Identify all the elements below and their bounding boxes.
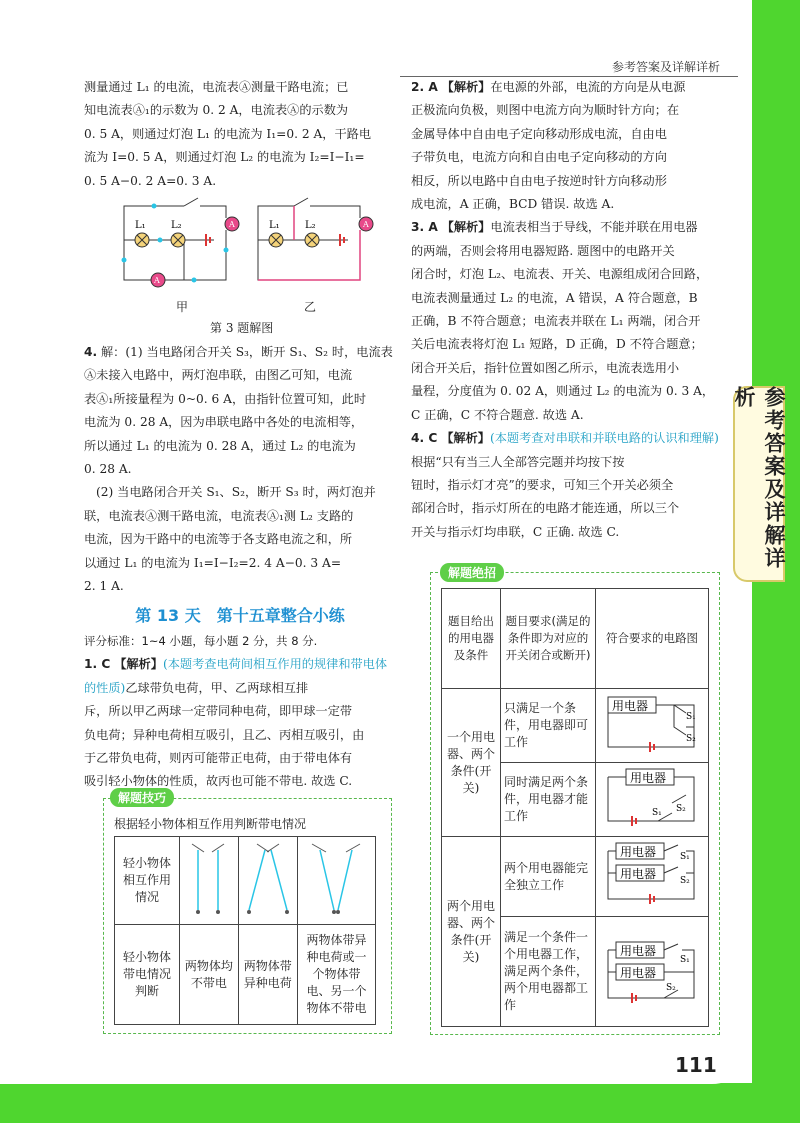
q4-line6: 0. 28 A. (84, 462, 132, 477)
q3-line5: 正确，B 不符合题意；电流表并联在 L₁ 两端，闭合开 (411, 314, 701, 329)
circuit-4 (596, 917, 709, 1027)
q3-line1 (411, 216, 726, 239)
q2-line3: 金属导体中自由电子定向移动形成电流，自由电 (411, 126, 667, 141)
svg-text:用电器: 用电器 (620, 867, 657, 881)
l-p1-line2: 知电流表Ⓐ₁的示数为 0. 2 A，电流表Ⓐ的示数为 (84, 103, 349, 118)
q1-line4: 于乙带负电荷，则丙可能带正电荷，由于带电体有 (84, 750, 353, 765)
q1-text-1: 乙球带负电荷，甲、乙两球相互排 (125, 680, 309, 695)
group-two-devices: 两个用电器、两个条件(开关) (442, 837, 501, 1027)
tip-pic-1 (180, 837, 239, 925)
fig-caption: 第 3 题解图 (210, 321, 274, 335)
svg-text:S₁: S₁ (680, 955, 690, 965)
circuit-table (441, 588, 709, 1027)
label-l1-jia: L₁ (135, 220, 146, 231)
q4-line4: 电流为 0. 28 A，因为串联电路中各处的电流相等， (84, 415, 364, 430)
q3-line2: 的两端，否则会将用电器短路. 题图中的电路开关 (411, 243, 675, 258)
th-device: 题目给出的用电器及条件 (442, 589, 501, 689)
r-q4-tag: 【解析】 (441, 431, 490, 446)
label-a-yi: A (363, 220, 369, 229)
q3-line6: 关后电流表将灯泡 L₁ 短路，D 正确，D 不符合题意； (411, 337, 703, 352)
svg-text:S₂: S₂ (666, 983, 676, 993)
q3-text-1: 电流表相当于导线，不能并联在用电器 (490, 220, 698, 235)
svg-text:S₁: S₁ (652, 808, 662, 818)
q3-number: 3. A (411, 220, 438, 235)
side-tab-label: 参考答案及详解详析 (732, 386, 786, 570)
req-1: 只满足一个条件，用电器即可工作 (501, 689, 596, 763)
svg-text:S₂: S₂ (686, 734, 696, 744)
fig-label-yi: 乙 (304, 300, 317, 314)
q2-line4: 子带负电，电流方向和自由电子定向移动的方向 (411, 150, 667, 165)
q2-line5: 相反，所以电路中自由电子按逆时针方向移动形 (411, 173, 667, 188)
svg-text:S₁: S₁ (680, 852, 690, 862)
q2-line1 (411, 76, 726, 99)
q2-tag: 【解析】 (441, 80, 491, 94)
q3-line3: 闭合时，灯泡 L₂、电流表、开关、电源组成闭合回路， (411, 267, 709, 282)
q4-line5: 所以通过 L₁ 的电流为 0. 28 A，通过 L₂ 的电流为 (84, 438, 356, 453)
r-q4-line4: 开关与指示灯均串联，C 正确. 故选 C. (411, 524, 620, 539)
req-2: 同时满足两个条件，用电器才能工作 (501, 763, 596, 837)
bottom-green-bar (0, 1083, 800, 1123)
tip-cell-r2c3: 两物体带异种电荷 (238, 925, 297, 1025)
page-number: 111 (675, 1053, 717, 1077)
q4-line2: Ⓐ未接入电路中，两灯泡串联，由图乙可知，电流 (84, 368, 353, 383)
r-q4-number: 4. C (411, 431, 438, 446)
l-p1-line4: 流为 I=0. 5 A，则通过灯泡 L₂ 的电流为 I₂=I−I₁= (84, 150, 365, 165)
side-tab[interactable] (733, 386, 785, 582)
group-one-device: 一个用电器、两个条件(开关) (442, 689, 501, 837)
q2-number: 2. A (411, 80, 438, 94)
q1-line2: 斥，所以甲乙两球一定带同种电荷，即甲球一定带 (84, 704, 353, 719)
r-q4-line1 (411, 427, 726, 474)
l-p1-line1: 测量通过 L₁ 的电流，电流表Ⓐ测量干路电流；已 (84, 80, 349, 94)
q1-line1 (84, 653, 396, 700)
label-l2-jia: L₂ (171, 220, 182, 231)
r-q4-text-1: 根据“只有当三人全部答完题并均按下按 (411, 454, 625, 469)
q3-tag: 【解析】 (441, 220, 491, 235)
q3-line9: C 正确，C 不符合题意. 故选 A. (411, 407, 584, 422)
r-q4-line2: 钮时，指示灯才亮”的要求，可知三个开关必须全 (411, 477, 674, 492)
q1-line5: 吸引轻小物体的性质，故丙也可能不带电. 故选 C. (84, 774, 353, 789)
q1-number: 1. C (84, 657, 111, 672)
r-q4-note: (本题考查对串联和并联电路的认识和理解) (489, 431, 719, 446)
left-column (84, 76, 396, 193)
q3-line8: 量程，分度值为 0. 02 A，则通过 L₂ 的电流为 0. 3 A， (411, 384, 715, 399)
q2-text-1: 在电源的外部，电流的方向是从电源 (490, 80, 686, 94)
q3-line7: 闭合开关后，指针位置如图乙所示，电流表选用小 (411, 360, 680, 375)
q3-line4: 电流表测量通过 L₂ 的电流，A 错误，A 符合题意，B (411, 290, 698, 305)
tip-cell-r2c2: 两物体均不带电 (180, 925, 239, 1025)
header-title: 参考答案及详解详析 (611, 60, 720, 74)
label-l2-yi: L₂ (305, 220, 316, 231)
tip-badge-right: 解题绝招 (440, 563, 504, 582)
req-3: 两个用电器能完全独立工作 (501, 837, 596, 917)
svg-text:S₁: S₁ (686, 712, 696, 722)
label-a-jia: A (229, 220, 235, 229)
score-rule: 评分标准：1~4 小题，每小题 2 分，共 8 分. (84, 633, 318, 648)
q4-number: 4. (84, 345, 98, 359)
tip-cell-r2c1: 轻小物体带电情况判断 (115, 925, 180, 1025)
q4-text-1: 解：(1) 当电路闭合开关 S₃，断开 S₁、S₂ 时，电流表 (101, 345, 393, 359)
left-column-lower (84, 341, 396, 794)
q2-line2: 正极流向负极，则图中电流方向为顺时针方向；在 (411, 103, 680, 118)
th-requirement: 题目要求(满足的条件即为对应的开关闭合或断开) (501, 589, 596, 689)
q4b-line5: 2. 1 A. (84, 579, 124, 594)
q4b-line4: 以通过 L₁ 的电流为 I₁=I−I₂=2. 4 A−0. 3 A= (84, 555, 342, 570)
circuit-figure-jia (114, 190, 250, 302)
circuit-2 (596, 763, 709, 837)
q4b-line2: 联，电流表Ⓐ测干路电流，电流表Ⓐ₁测 L₂ 支路的 (84, 508, 354, 523)
l-p1-line5: 0. 5 A−0. 2 A=0. 3 A. (84, 173, 217, 188)
circuit-1 (596, 689, 709, 763)
svg-text:用电器: 用电器 (620, 845, 657, 859)
tip-pic-2 (238, 837, 297, 925)
label-l1-yi: L₁ (269, 220, 280, 231)
q4b-line3: 电流，因为干路中的电流等于各支路电流之和，所 (84, 532, 353, 547)
th-circuit: 符合要求的电路图 (596, 589, 709, 689)
req-4: 满足一个条件一个用电器工作，满足两个条件，两个用电器都工作 (501, 917, 596, 1027)
svg-text:S₂: S₂ (676, 804, 686, 814)
svg-text:用电器: 用电器 (612, 699, 649, 713)
tip-cell-r1c1: 轻小物体相互作用情况 (115, 837, 180, 925)
right-column (411, 76, 726, 544)
q4-line3: 表Ⓐ₁所接量程为 0~0. 6 A，由指针位置可知，此时 (84, 391, 367, 406)
q2-line6: 成电流，A 正确，BCD 错误. 故选 A. (411, 197, 615, 212)
q4b-line1: (2) 当电路闭合开关 S₁、S₂，断开 S₃ 时，两灯泡并 (96, 485, 376, 500)
tip-table-left (114, 836, 376, 1025)
circuit-3 (596, 837, 709, 917)
svg-text:用电器: 用电器 (630, 771, 667, 785)
tip-title-left: 根据轻小物体相互作用判断带电情况 (114, 817, 307, 831)
r-q4-line3: 部闭合时，指示灯所在的电路才能连通，所以三个 (411, 501, 680, 516)
svg-text:用电器: 用电器 (620, 944, 657, 958)
tip-pic-3 (297, 837, 375, 925)
q1-tag: 【解析】 (114, 657, 163, 672)
q1-line3: 负电荷；异种电荷相互吸引，且乙、丙相互吸引，由 (84, 727, 365, 742)
circuit-figure-yi (248, 190, 384, 302)
tip-cell-r2c4: 两物体带异种电荷或一个物体带电、另一个物体不带电 (297, 925, 375, 1025)
svg-text:S₂: S₂ (680, 876, 690, 886)
label-a1-jia: A (154, 276, 160, 285)
q1-note: (本题考查电荷间相互作用的规律和带电体的性质) (84, 657, 388, 695)
q4-line1 (84, 341, 396, 364)
fig-label-jia: 甲 (176, 300, 189, 314)
svg-text:用电器: 用电器 (620, 966, 657, 980)
l-p1-line3: 0. 5 A，则通过灯泡 L₁ 的电流为 I₁=0. 2 A，干路电 (84, 126, 372, 141)
footer-white-cap (0, 1040, 752, 1084)
day-title: 第 13 天 第十五章整合小练 (135, 606, 345, 626)
tip-badge-left: 解题技巧 (110, 788, 174, 807)
